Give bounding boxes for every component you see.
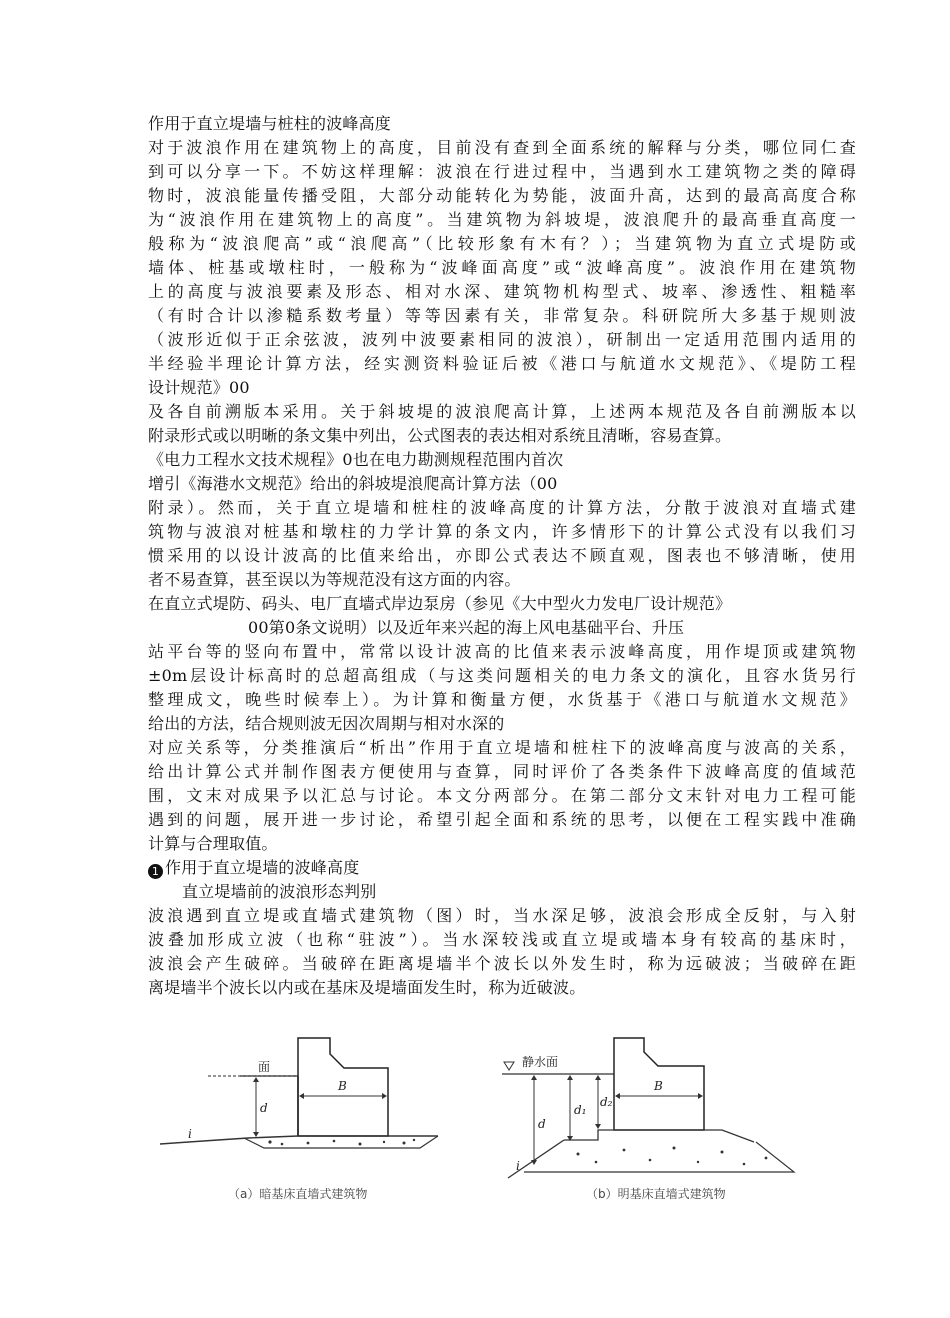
paragraph-line: 筑物与波浪对桩基和墩柱的力学计算的条文内，许多情形下的计算公式没有以我们习	[148, 522, 856, 541]
paragraph-line: 对应关系等，分类推演后“析出”作用于直立堤墙和桩柱下的波峰高度与波高的关系，	[148, 738, 856, 757]
paragraph-line: 上的高度与波浪要素及形态、相对水深、建筑物机构型式、坡率、渗透性、粗糙率	[148, 282, 856, 301]
subsection-heading: 直立堤墙前的波浪形态判别	[182, 882, 377, 901]
depth-label: d	[538, 1117, 546, 1131]
diagram-b	[502, 1038, 794, 1201]
paragraph-line: 在直立式堤防、码头、电厂直墙式岸边泵房（参见《大中型火力发电厂设计规范》	[148, 594, 732, 613]
caption-b: （b）明基床直墙式建筑物	[586, 1187, 726, 1201]
paragraph-line: 围，文末对成果予以汇总与讨论。本文分两部分。在第二部分文末针对电力工程可能	[148, 786, 856, 805]
paragraph-line: （有时合计以渗糙系数考量）等等因素有关，非常复杂。科研院所大多基于规则波	[148, 306, 856, 325]
figure-svg	[148, 1032, 804, 1222]
paragraph-line: 给出计算公式并制作图表方便使用与查算，同时评价了各类条件下波峰高度的值域范	[148, 762, 856, 781]
slope-label: i	[516, 1159, 520, 1173]
paragraph-line: 整理成文，晚些时候奉上）。为计算和衡量方便，水货基于《港口与航道水文规范》	[148, 690, 856, 709]
section-heading-text: 作用于直立堤墙的波峰高度	[165, 858, 360, 877]
paragraph-line: 计算与合理取值。	[148, 834, 278, 853]
caption-a: （a）暗基床直墙式建筑物	[228, 1187, 368, 1201]
paragraph-line: 附录形式或以明晰的条文集中列出，公式图表的表达相对系统且清晰，容易查算。	[148, 426, 732, 445]
paragraph-line: 离堤墙半个波长以内或在基床及堤墙面发生时，称为近破波。	[148, 978, 586, 997]
paragraph-line: 墙体、桩基或墩柱时，一般称为“波峰面高度”或“波峰高度”。波浪作用在建筑物	[148, 258, 856, 277]
paragraph-line: 00第0条文说明）以及近年来兴起的海上风电基础平台、升压	[248, 618, 685, 637]
paragraph-line: 波叠加形成立波（也称“驻波”）。当水深较浅或直立堤或墙本身有较高的基床时，	[148, 930, 856, 949]
paragraph-line: 到可以分享一下。不妨这样理解：波浪在行进过程中，当遇到水工建筑物之类的障碍	[148, 162, 856, 181]
slope-label: i	[188, 1127, 192, 1141]
numbered-bullet-icon: 1	[148, 864, 163, 879]
paragraph-line: 遇到的问题，展开进一步讨论，希望引起全面和系统的思考，以便在工程实践中准确	[148, 810, 856, 829]
paragraph-line: 及各自前溯版本采用。关于斜坡堤的波浪爬高计算，上述两本规范及各自前溯版本以	[148, 402, 856, 421]
paragraph-line: ±0m层设计标高时的总超高组成（与这类问题相关的电力条文的演化，且容水货另行	[148, 666, 856, 685]
wall-types-figure	[148, 1032, 804, 1222]
paragraph-line: 设计规范》00	[148, 378, 250, 397]
width-label: B	[338, 1079, 347, 1093]
section-heading	[148, 856, 856, 880]
paragraph-line: 《电力工程水文技术规程》0也在电力勘测规程范围内首次	[148, 450, 564, 469]
paragraph-line: 附录）。然而，关于直立堤墙和桩柱的波峰高度的计算方法，分散于波浪对直墙式建	[148, 498, 856, 517]
diagram-a	[160, 1038, 438, 1201]
document-body	[148, 112, 856, 1000]
paragraph-line: 半经验半理论计算方法，经实测资料验证后被《港口与航道水文规范》、《堤防工程	[148, 354, 856, 373]
paragraph-line: （波形近似于正余弦波，波列中波要素相同的波浪），研制出一定适用范围内适用的	[148, 330, 856, 349]
paragraph-line: 增引《海港水文规范》给出的斜坡堤浪爬高计算方法（00	[148, 474, 558, 493]
depth1-label: d₁	[574, 1103, 587, 1117]
depth-label: d	[260, 1101, 268, 1115]
doc-title: 作用于直立堤墙与桩柱的波峰高度	[148, 114, 392, 133]
width-label: B	[654, 1079, 663, 1093]
paragraph-line: 为“波浪作用在建筑物上的高度”。当建筑物为斜坡堤，波浪爬升的最高垂直高度一	[148, 210, 856, 229]
paragraph-line: 般称为“波浪爬高”或“浪爬高”（比较形象有木有？）；当建筑物为直立式堤防或	[148, 234, 856, 253]
water-surface-label: 面	[258, 1060, 271, 1074]
paragraph-line: 波浪遇到直立堤或直墙式建筑物（图）时，当水深足够，波浪会形成全反射，与入射	[148, 906, 856, 925]
paragraph-line: 波浪会产生破碎。当破碎在距离堤墙半个波长以外发生时，称为远破波；当破碎在距	[148, 954, 856, 973]
paragraph-line: 者不易查算，甚至误以为等规范没有这方面的内容。	[148, 570, 521, 589]
paragraph-line: 给出的方法，结合规则波无因次周期与相对水深的	[148, 714, 505, 733]
paragraph-line: 对于波浪作用在建筑物上的高度，目前没有查到全面系统的解释与分类，哪位同仁查	[148, 138, 856, 157]
water-surface-label: 静水面	[522, 1055, 559, 1069]
depth2-label: d₂	[600, 1095, 613, 1109]
paragraph-line: 物时，波浪能量传播受阻，大部分动能转化为势能，波面升高，达到的最高高度合称	[148, 186, 856, 205]
paragraph-line: 站平台等的竖向布置中，常常以设计波高的比值来表示波峰高度，用作堤顶或建筑物	[148, 642, 856, 661]
paragraph-line: 惯采用的以设计波高的比值来给出，亦即公式表达不顾直观，图表也不够清晰，使用	[148, 546, 856, 565]
